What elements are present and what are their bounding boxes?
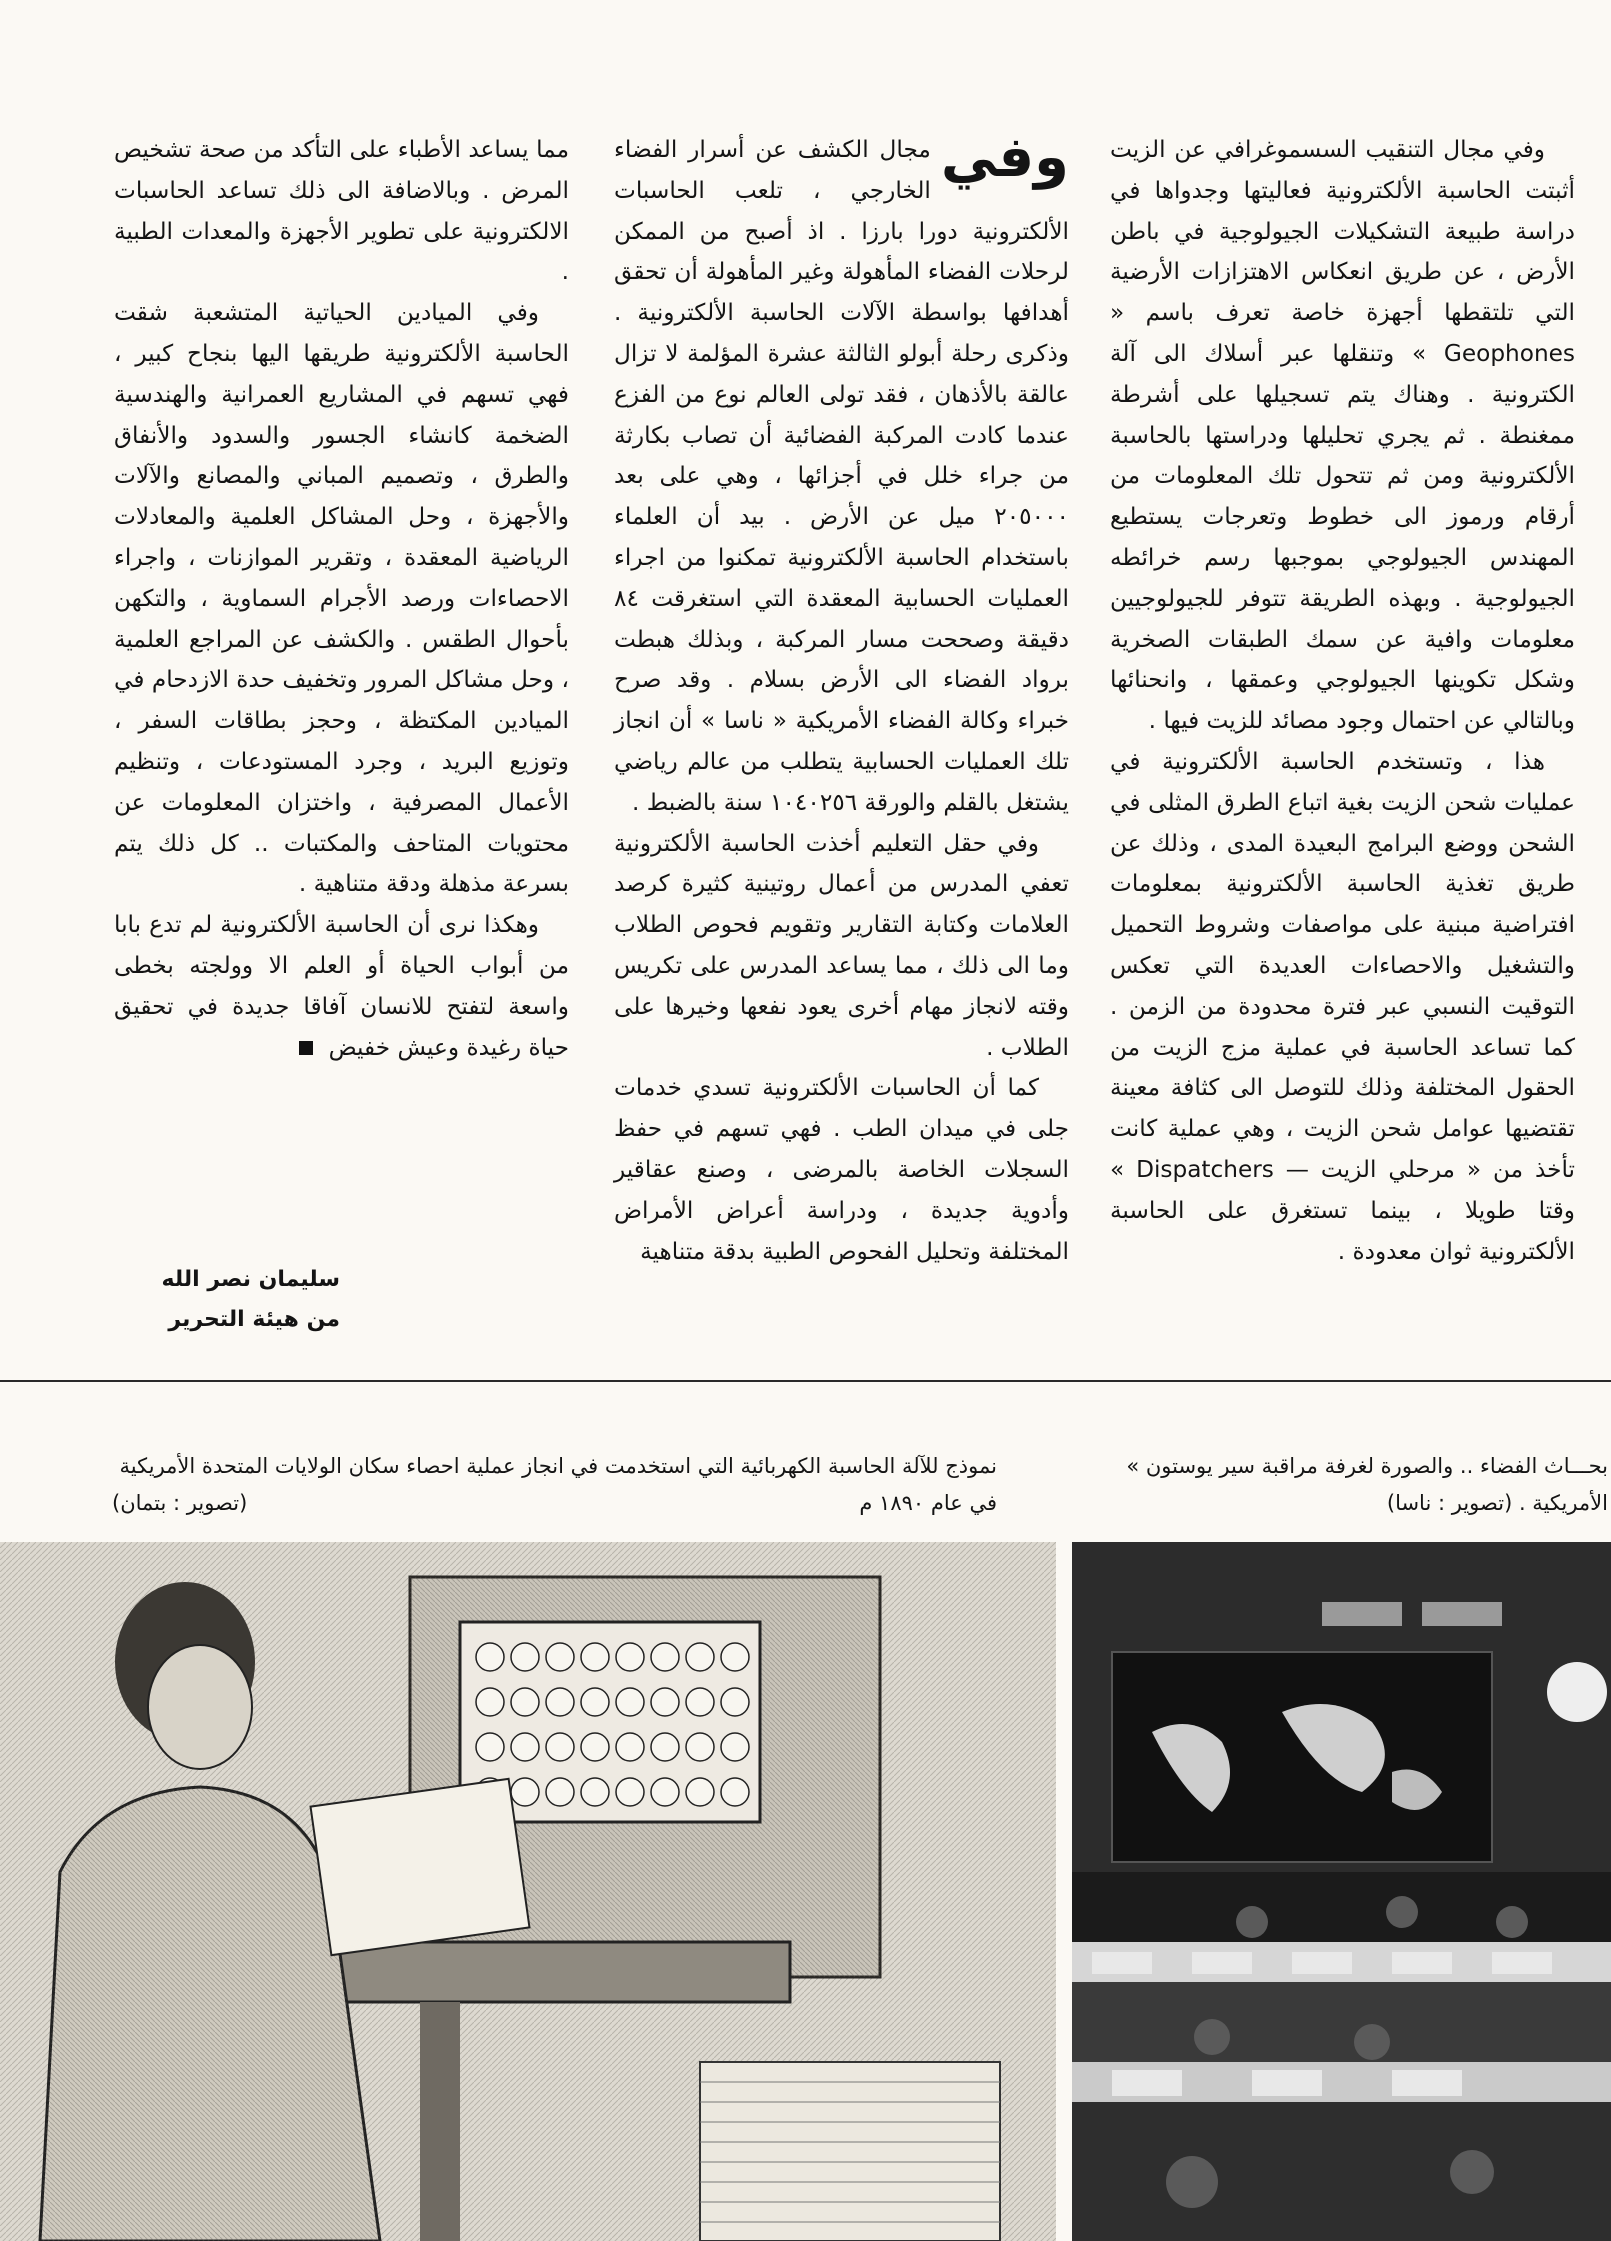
census-machine-illustration [0,1542,1056,2241]
caption-text: بحـــاث الفضاء .. والصورة لغرفة مراقبة سير يوستون » الأمريكية . [1126,1454,1608,1515]
caption-right [1108,1448,1608,1522]
caption-text: نموذج للآلة الحاسبة الكهربائية التي استخدمت في انجاز عملية احصاء سكان الولايات المتحدة الأمريكية في عام ١٨٩٠ م [119,1454,997,1515]
mission-control-image [1072,1542,1611,2241]
paragraph: وفي حقل التعليم أخذت الحاسبة الألكترونية تعفي المدرس من أعمال روتينية كثيرة كرصد العلامات وكتابة التقارير وتقويم فحوص الطلاب وما الى ذلك ، مما يساعد المدرس على تكريس وقته لانجاز مهام أخرى يعود نفعها وخيرها على الطلاب . [614,829,1069,1061]
end-mark-icon [299,1041,313,1055]
paragraph: وفي الميادين الحياتية المتشعبة شقت الحاسبة الألكترونية طريقها اليها بنجاح كبير ، فهي تسهم في المشاريع العمرانية والهندسية الضخمة كانشاء الجسور والسدود والأنفاق والطرق ، وتصميم المباني والمصانع والآلات والأجهزة ، وحل المشاكل العلمية والمعادلات الرياضية المعقدة ، وتقرير الموازنات ، واجراء الاحصاءات ورصد الأجرام السماوية ، والتكهن بأحوال الطقس . والكشف عن المراجع العلمية ، وحل مشاكل المرور وتخفيف حدة الازدحام في الميادين المكتظة ، وحجز بطاقات السفر ، وتوزيع البريد ، وجرد المستودعات ، وتنظيم الأعمال المصرفية ، واختزان المعلومات عن محتويات المتاحف والمكتبات .. كل ذلك يتم بسرعة مذهلة ودقة متناهية . [114,299,569,898]
author-signature [150,1260,340,1340]
section-divider [0,1380,1611,1382]
author-name: سليمان نصر الله [161,1267,340,1292]
caption-credit: (تصوير : بتمان) [112,1491,248,1515]
article-column-right [1110,130,1575,1272]
paragraph: مما يساعد الأطباء على التأكد من صحة تشخيص المرض . وبالاضافة الى ذلك تساعد الحاسبات الالكترونية على تطوير الأجهزة والمعدات الطبية . [114,136,569,286]
caption-credit: (تصوير : ناسا) [1386,1491,1513,1515]
paragraph: كما أن الحاسبات الألكترونية تسدي خدمات جلى في ميدان الطب . فهي تسهم في حفظ السجلات الخاصة بالمرضى ، وصنع عقاقير وأدوية جديدة ، ودراسة أعراض الأمراض المختلفة وتحليل الفحوص الطبية بدقة متناهية [614,1074,1069,1265]
article-column-left [114,130,569,1068]
mission-control-photo [1072,1542,1611,2241]
caption-left [112,1448,997,1522]
paragraph: وفي مجال التنقيب السسموغرافي عن الزيت أثبتت الحاسبة الألكترونية فعاليتها وجدواها في دراسة طبيعة التشكيلات الجيولوجية في باطن الأرض ، عن طريق انعكاس الاهتزازات الأرضية التي تلتقطها أجهزة خاصة تعرف باسم « Geophones » وتنقلها عبر أسلاك الى آلة الكترونية . وهناك يتم تسجيلها على أشرطة ممغنطة . ثم يجري تحليلها ودراستها بالحاسبة الألكترونية ومن ثم تتحول تلك المعلومات من أرقام ورموز الى خطوط وتعرجات يستطيع المهندس الجيولوجي بموجبها رسم خرائطه الجيولوجية . وبهذه الطريقة تتوفر للجيولوجيين معلومات وافية عن سمك الطبقات الصخرية وشكل تكوينها الجيولوجي وعمقها ، وانحنائها وبالتالي عن احتمال وجود مصائد للزيت فيها . [1110,136,1575,735]
article-column-middle [614,125,1069,1272]
paragraph-text: وهكذا نرى أن الحاسبة الألكترونية لم تدع بابا من أبواب الحياة أو العلم الا وولجته بخطى واسعة لتفتح للانسان آفاقا جديدة في تحقيق حياة رغيدة وعيش خفيض [114,911,569,1061]
paragraph [114,905,569,1068]
engraving-image [0,1542,1056,2241]
author-role: من هيئة التحرير [168,1307,340,1332]
paragraph: هذا ، وتستخدم الحاسبة الألكترونية في عمليات شحن الزيت بغية اتباع الطرق المثلى في الشحن ووضع البرامج البعيدة المدى ، وذلك عن طريق تغذية الحاسبة الألكترونية بمعلومات افتراضية مبنية على مواصفات وشروط التحميل والتشغيل والاحصاءات العديدة التي تعكس التوقيت النسبي عبر فترة محدودة من الزمن . كما تساعد الحاسبة في عملية مزج الزيت من الحقول المختلفة وذلك للتوصل الى كثافة معينة تقتضيها عوامل شحن الزيت ، وهي عملية كانت تأخذ من « مرحلي الزيت — Dispatchers » وقتا طويلا ، بينما تستغرق على الحاسبة الألكترونية ثوان معدودة . [1110,747,1575,1265]
drop-cap: وفي [940,125,1069,190]
paragraph-text: مجال الكشف عن أسرار الفضاء الخارجي ، تلعب الحاسبات الألكترونية دورا بارزا . اذ أصبح من الممكن لرحلات الفضاء المأهولة وغير المأهولة أن تحقق أهدافها بواسطة الآلات الحاسبة الألكترونية . وذكرى رحلة أبولو الثالثة عشرة المؤلمة لا تزال عالقة بالأذهان ، فقد تولى العالم نوع من الفزع عندما كادت المركبة الفضائية أن تصاب بكارثة من جراء خلل في أجزائها ، وهي على بعد ٢٠٥٠٠٠ ميل عن الأرض . بيد أن العلماء باستخدام الحاسبة الألكترونية تمكنوا من اجراء العمليات الحسابية المعقدة التي استغرقت ٨٤ دقيقة وصححت مسار المركبة ، وبذلك هبطت برواد الفضاء الى الأرض بسلام . وقد صرح خبراء وكالة الفضاء الأمريكية « ناسا » أن انجاز تلك العمليات الحسابية يتطلب من عالم رياضي يشتغل بالقلم والورقة ١٠٤٠٢٥٦ سنة بالضبط . [614,136,1069,816]
paragraph [614,125,1069,824]
